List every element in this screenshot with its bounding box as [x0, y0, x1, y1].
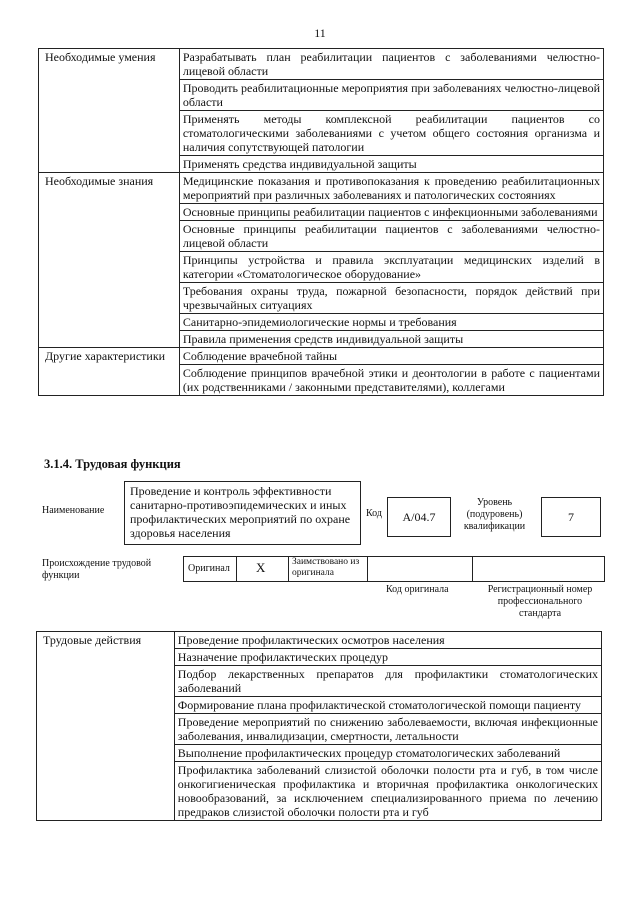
section-heading: 3.1.4. Трудовая функция — [44, 457, 181, 471]
table-row — [39, 173, 604, 204]
table-cell: Соблюдение принципов врачебной этики и деонтологии в работе с пациентами (их родственниками / законными представителями), коллегами — [179, 365, 603, 396]
table-cell: Основные принципы реабилитации пациентов с заболеваниями челюстно-лицевой области — [179, 221, 603, 252]
original-checkmark: X — [256, 560, 266, 575]
table-cell: Правила применения средств индивидуальной защиты — [179, 331, 603, 348]
function-name: Проведение и контроль эффективности санитарно-противоэпидемических и иных профилактических мероприятий по охране здоровья населения — [130, 484, 351, 540]
skills-table — [38, 48, 604, 396]
table-cell: Разрабатывать план реабилитации пациентов с заболеваниями челюстно-лицевой области — [179, 49, 603, 80]
table-cell: Проводить реабилитационные мероприятия при заболеваниях челюстно-лицевой области — [179, 80, 603, 111]
knowledge-label: Необходимые знания — [39, 173, 180, 348]
origin-label: Происхождение трудовой функции — [42, 558, 152, 581]
actions-label: Трудовые действия — [37, 632, 175, 821]
level-value: 7 — [568, 510, 574, 524]
actions-table — [36, 631, 602, 821]
level-box — [541, 497, 601, 537]
table-cell: Основные принципы реабилитации пациентов с инфекционными заболеваниями — [179, 204, 603, 221]
table-row — [39, 348, 604, 365]
table-cell: Санитарно-эпидемиологические нормы и требования — [179, 314, 603, 331]
level-label: Уровень (подуровень) квалификации — [463, 497, 526, 532]
table-cell: Проведение мероприятий по снижению заболеваемости, включая инфекционные заболевания, инвалидизации, смертности, летальности — [174, 714, 601, 745]
code-original-caption: Код оригинала — [386, 584, 449, 595]
table-cell: Применять методы комплексной реабилитации пациентов со стоматологическими заболеваниями с учетом общего состояния организма и наличия сопутствующей патологии — [179, 111, 603, 156]
table-cell: Формирование плана профилактической стоматологической помощи пациенту — [174, 697, 601, 714]
code-value: A/04.7 — [402, 510, 436, 524]
table-cell: Соблюдение врачебной тайны — [179, 348, 603, 365]
code-box — [387, 497, 451, 537]
name-label: Наименование — [42, 505, 105, 516]
other-characteristics-label: Другие характеристики — [39, 348, 180, 396]
origin-row — [183, 556, 605, 582]
table-row — [37, 632, 602, 649]
function-name-box — [124, 481, 361, 545]
original-label: Оригинал — [188, 563, 230, 574]
table-cell: Требования охраны труда, пожарной безопасности, порядок действий при чрезвычайных ситуациях — [179, 283, 603, 314]
table-cell: Применять средства индивидуальной защиты — [179, 156, 603, 173]
table-cell: Профилактика заболеваний слизистой оболочки полости рта и губ, в том числе онкогигиеническая профилактика и вторичная профилактика онкологических новообразований, за исключением специализированного приема по лечению предраков слизистой оболочки полости рта и губ — [174, 762, 601, 821]
table-cell: Выполнение профилактических процедур стоматологических заболеваний — [174, 745, 601, 762]
table-cell: Назначение профилактических процедур — [174, 649, 601, 666]
table-cell: Проведение профилактических осмотров населения — [174, 632, 601, 649]
page-number: 11 — [314, 26, 326, 40]
borrowed-label: Заимствовано из оригинала — [292, 557, 360, 578]
table-cell: Подбор лекарственных препаратов для профилактики стоматологических заболеваний — [174, 666, 601, 697]
code-label: Код — [366, 508, 382, 519]
table-row — [39, 49, 604, 80]
skills-label: Необходимые умения — [39, 49, 180, 173]
table-cell: Принципы устройства и правила эксплуатации медицинских изделий в категории «Стоматологическое оборудование» — [179, 252, 603, 283]
table-cell: Медицинские показания и противопоказания к проведению реабилитационных мероприятий при различных заболеваниях и патологических состояниях — [179, 173, 603, 204]
reg-number-caption: Регистрационный номер профессионального стандарта — [487, 584, 593, 619]
